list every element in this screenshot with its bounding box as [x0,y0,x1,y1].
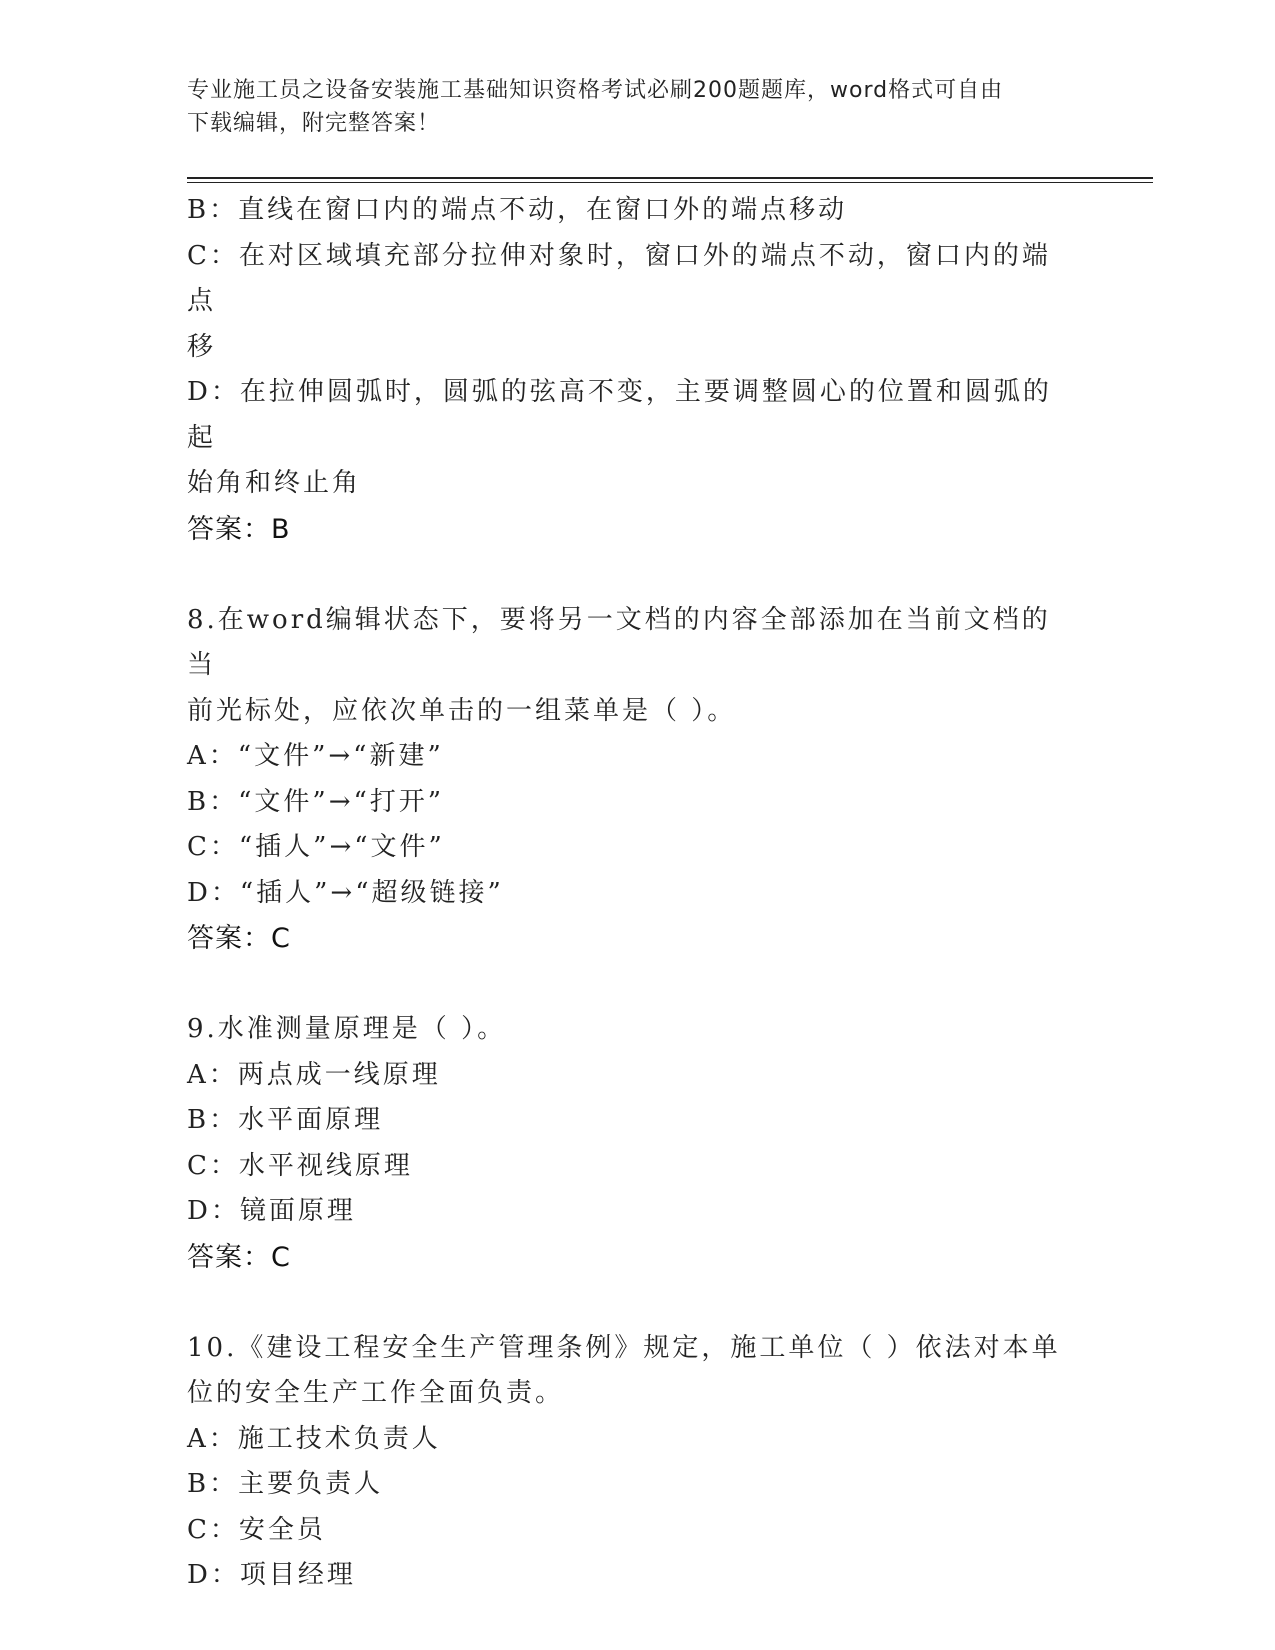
option-c: C：安全员 [187,1514,326,1545]
option-line: B：直线在窗口内的端点不动，在窗口外的端点移动 [187,195,848,225]
question-10 [187,1326,1077,1599]
answer-line: 答案：C [187,1241,291,1273]
answer-line: 答案：B [187,513,291,545]
question-stem: 10.《建设工程安全生产管理条例》规定，施工单位（ ）依法对本单 [187,1332,1061,1363]
question-9 [187,1007,1077,1280]
question-8 [187,598,1077,962]
header-line-2: 下载编辑，附完整答案！ [187,111,441,136]
header-line-1: 专业施工员之设备安装施工基础知识资格考试必刷200题题库，word格式可自由 [187,78,1004,103]
header-divider-thin [187,182,1153,183]
option-b: B：主要负责人 [187,1469,384,1499]
option-line-continuation: 移 [187,331,217,362]
question-fragment-7 [187,188,1077,552]
question-stem: 8.在word编辑状态下，要将另一文档的内容全部添加在当前文档的当 [187,604,1051,680]
question-stem: 9.水准测量原理是（ ）。 [187,1014,507,1044]
header-divider-thick [187,177,1153,179]
option-line: C：在对区域填充部分拉伸对象时，窗口外的端点不动，窗口内的端点 [187,240,1051,316]
document-body [187,188,1077,1599]
option-c: C：“插人”→“文件” [187,832,445,862]
option-a: A：“文件”→“新建” [187,741,444,771]
option-a: A：两点成一线原理 [187,1059,441,1090]
option-b: B：水平面原理 [187,1105,384,1135]
option-line-continuation: 始角和终止角 [187,468,362,498]
answer-line: 答案：C [187,923,291,954]
option-b: B：“文件”→“打开” [187,786,445,817]
option-a: A：施工技术负责人 [187,1423,441,1454]
question-stem: 前光标处，应依次单击的一组菜单是（ ）。 [187,695,737,726]
option-line: D：在拉伸圆弧时，圆弧的弦高不变，主要调整圆心的位置和圆弧的起 [187,377,1052,453]
document-header [187,74,1067,140]
option-d: D：项目经理 [187,1560,356,1590]
option-d: D：“插人”→“超级链接” [187,877,504,908]
option-d: D：镜面原理 [187,1196,356,1226]
question-stem: 位的安全生产工作全面负责。 [187,1378,565,1408]
option-c: C：水平视线原理 [187,1150,413,1181]
